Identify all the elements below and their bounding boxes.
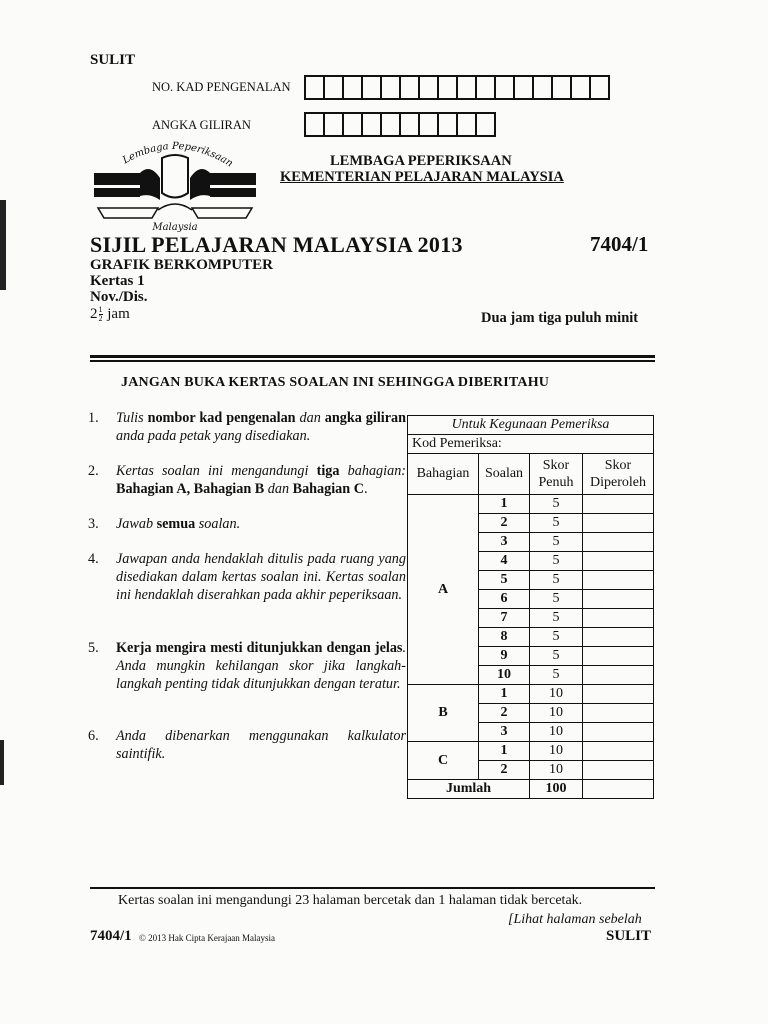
svg-text:Lembaga Peperiksaan: Lembaga Peperiksaan xyxy=(121,140,235,170)
table-row: 4 5 xyxy=(408,552,654,571)
examiner-score-table xyxy=(407,415,654,799)
table-row: 3 10 xyxy=(408,723,654,742)
table-row: B 1 10 xyxy=(408,685,654,704)
instruction-item: 2. Kertas soalan ini mengandungi tiga bahagian: Bahagian A, Bahagian B dan Bahagian C. xyxy=(88,463,407,497)
lembaga-peperiksaan-logo xyxy=(90,138,260,233)
table-row: 7 5 xyxy=(408,609,654,628)
copyright-notice: © 2013 Hak Cipta Kerajaan Malaysia xyxy=(139,933,276,943)
total-label: Jumlah xyxy=(408,780,530,799)
see-next-page: [Lihat halaman sebelah xyxy=(508,912,642,927)
table-row: A 1 5 xyxy=(408,495,654,514)
svg-text:Malaysia: Malaysia xyxy=(152,222,198,233)
score-input[interactable] xyxy=(583,552,654,571)
table-row: 2 5 xyxy=(408,514,654,533)
table-title: Untuk Kegunaan Pemeriksa xyxy=(408,416,654,435)
candidate-number-boxes[interactable] xyxy=(304,112,496,137)
table-row: 3 5 xyxy=(408,533,654,552)
table-row: C 1 10 xyxy=(408,742,654,761)
total-row xyxy=(408,780,654,799)
score-input[interactable] xyxy=(583,685,654,704)
sulit-label-bottom: SULIT xyxy=(606,928,652,944)
divider-rule xyxy=(90,360,655,362)
table-row: 9 5 xyxy=(408,647,654,666)
exam-title: SIJIL PELAJARAN MALAYSIA 2013 xyxy=(90,232,463,257)
score-input[interactable] xyxy=(583,571,654,590)
instruction-item: 4. Jawapan anda hendaklah ditulis pada ruang yang disediakan dalam kertas soalan ini. Kertas soalan ini hendaklah diserahkan pada akhir peperiksaan. xyxy=(88,551,406,603)
table-row: 2 10 xyxy=(408,761,654,780)
score-input[interactable] xyxy=(583,609,654,628)
score-input[interactable] xyxy=(583,647,654,666)
binding-edge-mark xyxy=(0,740,4,785)
col-header-soalan: Soalan xyxy=(479,454,530,495)
page-count-note: Kertas soalan ini mengandungi 23 halaman bercetak dan 1 halaman tidak bercetak. xyxy=(118,893,583,908)
table-row: 8 5 xyxy=(408,628,654,647)
subject-name: GRAFIK BERKOMPUTER xyxy=(90,257,273,273)
paper-number: Kertas 1 xyxy=(90,273,145,289)
ic-number-label: NO. KAD PENGENALAN xyxy=(152,80,291,94)
sulit-label-top: SULIT xyxy=(90,52,136,68)
score-input[interactable] xyxy=(583,723,654,742)
col-header-skor-diperoleh: Skor Diperoleh xyxy=(583,454,654,495)
org-name-line2: KEMENTERIAN PELAJARAN MALAYSIA xyxy=(280,169,564,185)
score-input[interactable] xyxy=(583,704,654,723)
total-score-input[interactable] xyxy=(583,780,654,799)
score-input[interactable] xyxy=(583,590,654,609)
score-input[interactable] xyxy=(583,514,654,533)
score-input[interactable] xyxy=(583,742,654,761)
score-input[interactable] xyxy=(583,666,654,685)
section-c-cell: C xyxy=(408,742,479,780)
instruction-item: 1. Tulis nombor kad pengenalan dan angka giliran anda pada petak yang disediakan. xyxy=(88,410,407,444)
footer-rule xyxy=(90,887,655,889)
section-a-cell: A xyxy=(408,495,479,685)
instruction-item: 5. Kerja mengira mesti ditunjukkan dengan jelas. Anda mungkin kehilangan skor jika langkah-langkah penting tidak ditunjukkan dengan teratur. xyxy=(88,640,406,692)
score-input[interactable] xyxy=(583,533,654,552)
col-header-skor-penuh: Skor Penuh xyxy=(530,454,583,495)
table-row: 6 5 xyxy=(408,590,654,609)
section-b-cell: B xyxy=(408,685,479,742)
table-row: 10 5 xyxy=(408,666,654,685)
total-value: 100 xyxy=(530,780,583,799)
footer-paper-code: 7404/1 xyxy=(90,928,132,944)
table-row: 2 10 xyxy=(408,704,654,723)
examiner-code-field[interactable]: Kod Pemeriksa: xyxy=(408,435,654,454)
score-input[interactable] xyxy=(583,761,654,780)
binding-edge-mark xyxy=(0,200,6,290)
duration-short: 2 $\frac{1}{2}$ jam xyxy=(90,305,130,324)
ic-number-boxes[interactable] xyxy=(304,75,610,100)
table-row: 5 5 xyxy=(408,571,654,590)
col-header-bahagian: Bahagian xyxy=(408,454,479,495)
divider-rule xyxy=(90,355,655,358)
exam-session: Nov./Dis. xyxy=(90,289,148,305)
paper-code: 7404/1 xyxy=(590,232,649,256)
score-input[interactable] xyxy=(583,495,654,514)
org-name-line1: LEMBAGA PEPERIKSAAN xyxy=(330,153,512,169)
warning-heading: JANGAN BUKA KERTAS SOALAN INI SEHINGGA DIBERITAHU xyxy=(121,375,550,390)
candidate-number-label: ANGKA GILIRAN xyxy=(152,118,251,132)
score-input[interactable] xyxy=(583,628,654,647)
instruction-item: 6. Anda dibenarkan menggunakan kalkulator saintifik. xyxy=(88,728,406,762)
duration-words: Dua jam tiga puluh minit xyxy=(481,310,639,326)
instruction-item: 3. Jawab semua soalan. xyxy=(88,516,241,532)
